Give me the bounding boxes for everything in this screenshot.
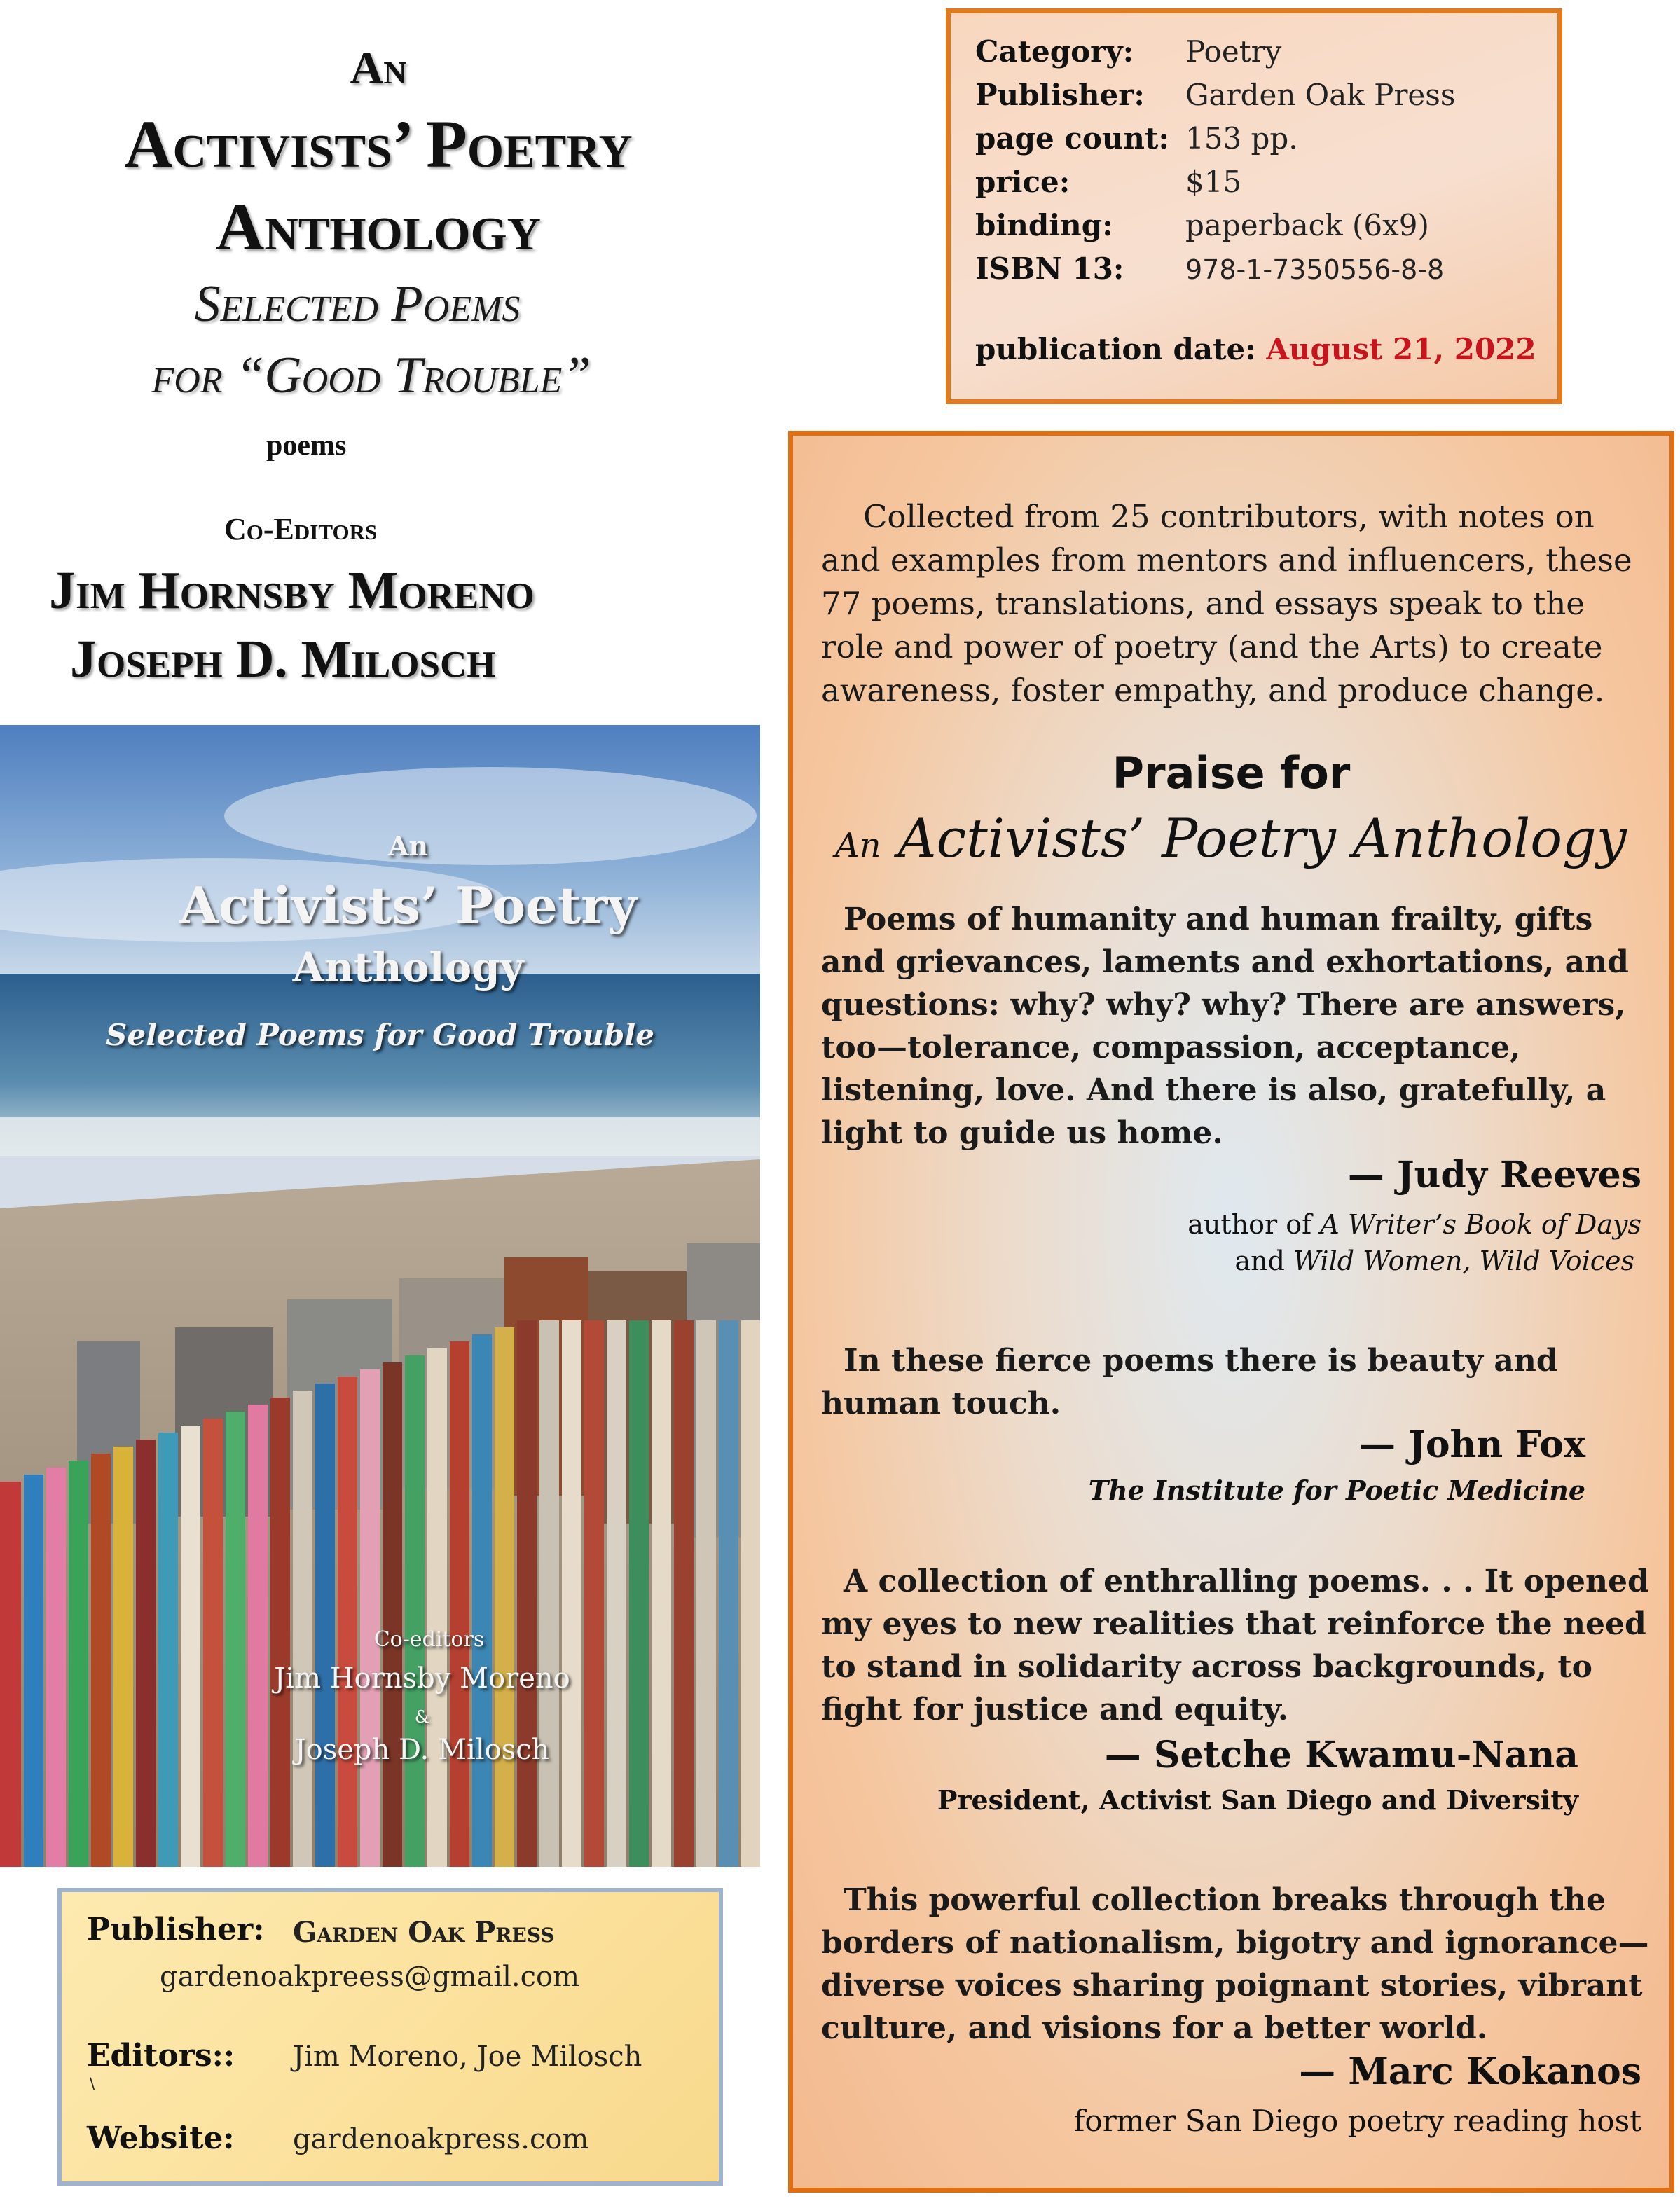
- publication-date-value: August 21, 2022: [1266, 332, 1536, 366]
- publisher-detail-label: Publisher:: [975, 78, 1145, 112]
- book-details-box: [946, 8, 1562, 404]
- book-description: Collected from 25 contributors, with notes on and examples from mentors and influencers, these 77 poems, translations, and essays speak to the role and power of poetry (and the Arts) to create awareness, foster empathy, and produce change.: [821, 498, 1632, 709]
- praise-author-3-note: President, Activist San Diego and Diversity: [937, 1784, 1578, 1816]
- poems-label: poems: [266, 429, 347, 462]
- praise-title-an: An: [835, 826, 881, 865]
- binding-value: paperback (6x9): [1185, 208, 1429, 242]
- praise-author-4-note: former San Diego poetry reading host: [1073, 2104, 1641, 2138]
- cover-coeditors-label: Co-editors: [373, 1627, 485, 1652]
- category-label: Category:: [975, 34, 1134, 69]
- praise-panel: [788, 431, 1674, 2193]
- book-title-line1: Activists’ Poetry: [124, 106, 633, 181]
- book-title-line2: Anthology: [216, 189, 541, 264]
- praise-heading: Praise for: [1112, 747, 1351, 799]
- praise-author-4: — Marc Kokanos: [1299, 2050, 1641, 2093]
- cover-ampersand: &: [414, 1707, 430, 1727]
- editors-label: Editors::: [87, 2038, 235, 2074]
- price-label: price:: [975, 165, 1070, 199]
- praise-quote-3: A collection of enthralling poems. . . It opened my eyes to new realities that reinforce the need to stand in solidarity across backgrounds, to fight for justice and equity.: [821, 1564, 1649, 1727]
- praise-author-2-note: The Institute for Poetic Medicine: [1088, 1475, 1585, 1506]
- page-count-value: 153 pp.: [1185, 121, 1298, 156]
- publisher-name: Garden Oak Press: [293, 1916, 555, 1949]
- editor-name-2: Joseph D. Milosch: [70, 630, 496, 689]
- praise-quote-4: This powerful collection breaks through the borders of nationalism, bigotry and ignorance—diverse voices sharing poignant stories, vibrant culture, and visions for a better world.: [821, 1882, 1649, 2046]
- praise-author-1: — Judy Reeves: [1347, 1154, 1641, 1196]
- editor-name-1: Jim Hornsby Moreno: [49, 561, 535, 620]
- praise-quote-1: Poems of humanity and human frailty, gifts and grievances, laments and exhortations, and questions: why? why? why? There are answers, too—tolerance, compassion, acceptance, listening, love. And there is also, gratefully, a light to guide us home.: [821, 902, 1629, 1151]
- website-link[interactable]: gardenoakpress.com: [293, 2123, 589, 2155]
- praise-title-rest: Activists’ Poetry Anthology: [897, 807, 1627, 869]
- category-value: Poetry: [1185, 34, 1282, 69]
- cover-editor-1: Jim Hornsby Moreno: [274, 1662, 570, 1695]
- editors-value: Jim Moreno, Joe Milosch: [293, 2041, 642, 2073]
- cover-editor-2: Joseph D. Milosch: [294, 1734, 550, 1766]
- book-subtitle-line1: Selected Poems: [194, 275, 521, 333]
- cover-title-line2: Anthology: [292, 944, 524, 991]
- website-label: Website:: [87, 2120, 235, 2156]
- binding-label: binding:: [975, 208, 1113, 242]
- coeditors-label: Co-Editors: [224, 512, 378, 546]
- praise-quote-2: In these fierce poems there is beauty and human touch.: [821, 1343, 1558, 1421]
- praise-book-title: [835, 807, 1627, 869]
- cover-an: An: [387, 830, 429, 862]
- praise-author-2: — John Fox: [1359, 1423, 1585, 1466]
- page-count-label: page count:: [975, 121, 1169, 156]
- publisher-detail-value: Garden Oak Press: [1185, 78, 1456, 112]
- title-an: An: [350, 43, 407, 94]
- cover-title-line1: Activists’ Poetry: [179, 876, 638, 935]
- publication-date-label: publication date:: [975, 332, 1256, 366]
- isbn-label: ISBN 13:: [975, 251, 1124, 286]
- publisher-contact-box: [57, 1888, 723, 2186]
- publisher-email[interactable]: gardenoakpreess@gmail.com: [160, 1961, 580, 1993]
- stray-mark: \: [90, 2076, 95, 2093]
- praise-author-1-note: author of A Writer’s Book of Days and Wild Women, Wild Voices: [1187, 1209, 1641, 1276]
- isbn-value: 978-1-7350556-8-8: [1185, 254, 1445, 285]
- publication-date: [975, 332, 1536, 366]
- praise-author-3: — Setche Kwamu-Nana: [1104, 1734, 1578, 1776]
- book-cover-image: [0, 725, 760, 1867]
- price-value: $15: [1185, 165, 1242, 199]
- publisher-label: Publisher:: [87, 1912, 265, 1947]
- book-subtitle-line2: for “Good Trouble”: [151, 347, 591, 404]
- cover-subtitle: Selected Poems for Good Trouble: [106, 1018, 654, 1052]
